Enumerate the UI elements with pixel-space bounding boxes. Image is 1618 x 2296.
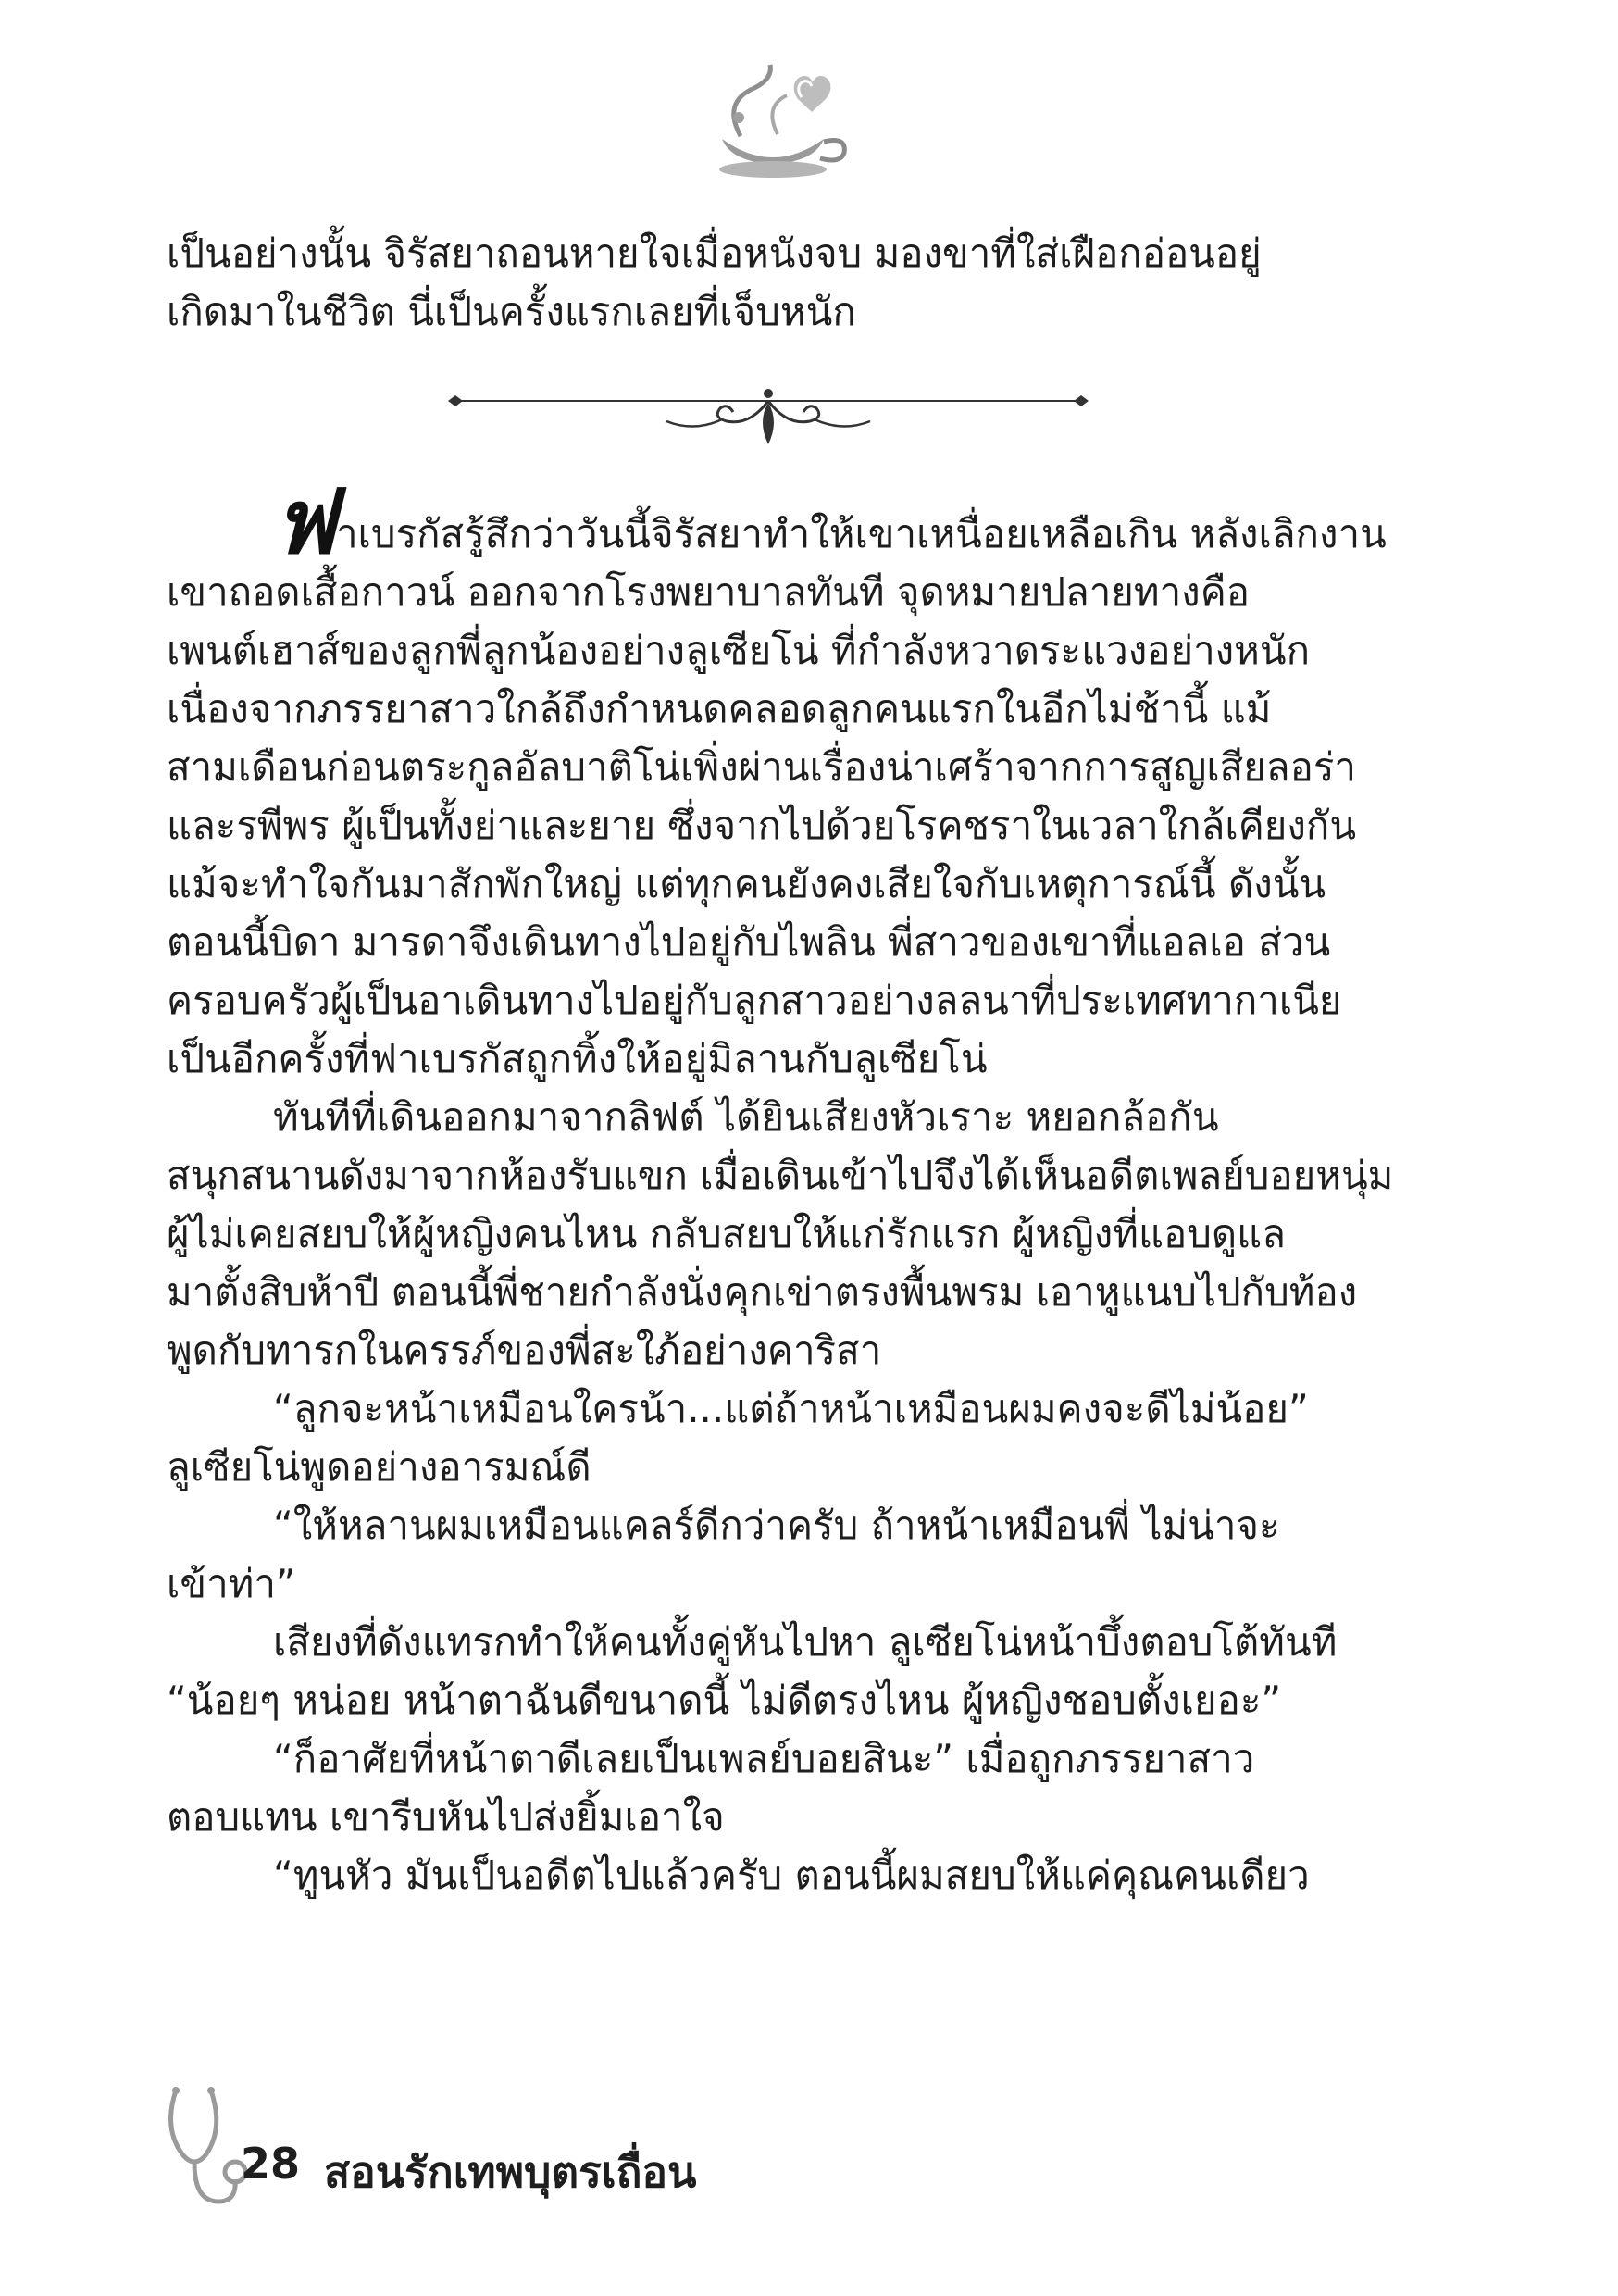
text-line: สามเดือนก่อนตระกูลอัลบาติโน่เพิ่งผ่านเรื่องน่าเศร้าจากการสูญเสียลอร่า	[167, 744, 1357, 790]
first-paragraph-line	[167, 469, 1462, 574]
text-line: เขาถอดเสื้อกาวน์ ออกจากโรงพยาบาลทันที จุดหมายปลายทางคือ	[167, 569, 1251, 615]
text-line: และรพีพร ผู้เป็นทั้งย่าและยาย ซึ่งจากไปด้วยโรคชราในเวลาใกล้เคียงกัน	[167, 803, 1357, 848]
text-line: “ทูนหัว มันเป็นอดีตไปแล้วครับ ตอนนี้ผมสยบให้แค่คุณคนเดียว	[273, 1853, 1310, 1898]
text-line: สนุกสนานดังมาจากห้องรับแขก เมื่อเดินเข้าไปจึงได้เห็นอดีตเพลย์บอยหนุ่ม	[167, 1153, 1394, 1198]
text-line: ทันทีที่เดินออกมาจากลิฟต์ ได้ยินเสียงหัวเราะ หยอกล้อกัน	[273, 1094, 1219, 1140]
text-line: ตอบแทน เขารีบหันไปส่งยิ้มเอาใจ	[167, 1794, 725, 1840]
text-line: ผู้ไม่เคยสยบให้ผู้หญิงคนไหน กลับสยบให้แก่รักแรก ผู้หญิงที่แอบดูแล	[167, 1211, 1286, 1256]
text-line: เป็นอย่างนั้น จิรัสยาถอนหายใจเมื่อหนังจบ มองขาที่ใส่เฝือกอ่อนอยู่	[167, 231, 1262, 276]
text-line: มาตั้งสิบห้าปี ตอนนี้พี่ชายกำลังนั่งคุกเข่าตรงพื้นพรม เอาหูแนบไปกับท้อง	[167, 1269, 1358, 1315]
text-line: เสียงที่ดังแทรกทำให้คนทั้งคู่หันไปหา ลูเซียโน่หน้าบึ้งตอบโต้ทันที	[273, 1619, 1338, 1665]
text-line: าเบรกัสรู้สึกว่าวันนี้จิรัสยาทำให้เขาเหนื่อยเหลือเกิน หลังเลิกงาน	[335, 511, 1387, 556]
text-line: แม้จะทำใจกันมาสักพักใหญ่ แต่ทุกคนยังคงเสียใจกับเหตุการณ์นี้ ดังนั้น	[167, 861, 1326, 906]
page-footer	[157, 2083, 990, 2213]
continuation-text	[167, 224, 1462, 341]
text-line: เพนต์เฮาส์ของลูกพี่ลูกน้องอย่างลูเซียโน่ ที่กำลังหวาดระแวงอย่างหนัก	[167, 628, 1311, 673]
text-line: ลูเซียโน่พูดอย่างอารมณ์ดี	[167, 1444, 591, 1490]
scroll-ornament-divider-icon	[444, 375, 1092, 449]
page-number: 28	[241, 2139, 301, 2189]
drop-cap: ฟ	[273, 469, 336, 574]
teacup-heart-ornament-icon	[685, 51, 861, 190]
book-title: สอนรักเทพบุตรเถื่อน	[324, 2147, 697, 2197]
text-line: “ลูกจะหน้าเหมือนใครน้า...แต่ถ้าหน้าเหมือนผมคงจะดีไม่น้อย”	[273, 1386, 1309, 1431]
text-line: เข้าท่า”	[167, 1561, 296, 1606]
text-line: เป็นอีกครั้งที่ฟาเบรกัสถูกทิ้งให้อยู่มิลานกับลูเซียโน่	[167, 1036, 988, 1081]
text-line: พูดกับทารกในครรภ์ของพี่สะใภ้อย่างคาริสา	[167, 1328, 882, 1373]
later-paragraphs	[167, 1088, 1462, 1904]
text-line: ครอบครัวผู้เป็นอาเดินทางไปอยู่กับลูกสาวอย่างลลนาที่ประเทศทากาเนีย	[167, 978, 1342, 1023]
text-line: “ให้หลานผมเหมือนแคลร์ดีกว่าครับ ถ้าหน้าเหมือนพี่ ไม่น่าจะ	[273, 1503, 1280, 1548]
text-line: เนื่องจากภรรยาสาวใกล้ถึงกำหนดคลอดลูกคนแรกในอีกไม่ช้านี้ แม้	[167, 686, 1272, 731]
text-line: “น้อยๆ หน่อย หน้าตาฉันดีขนาดนี้ ไม่ดีตรงไหน ผู้หญิงชอบตั้งเยอะ”	[167, 1678, 1282, 1723]
chapter-body	[167, 469, 1462, 1904]
text-line: “ก็อาศัยที่หน้าตาดีเลยเป็นเพลย์บอยสินะ” เมื่อถูกภรรยาสาว	[273, 1736, 1255, 1781]
text-line: ตอนนี้บิดา มารดาจึงเดินทางไปอยู่กับไพลิน พี่สาวของเขาที่แอลเอ ส่วน	[167, 919, 1331, 965]
text-line: เกิดมาในชีวิต นี่เป็นครั้งแรกเลยที่เจ็บหนัก	[167, 289, 856, 334]
